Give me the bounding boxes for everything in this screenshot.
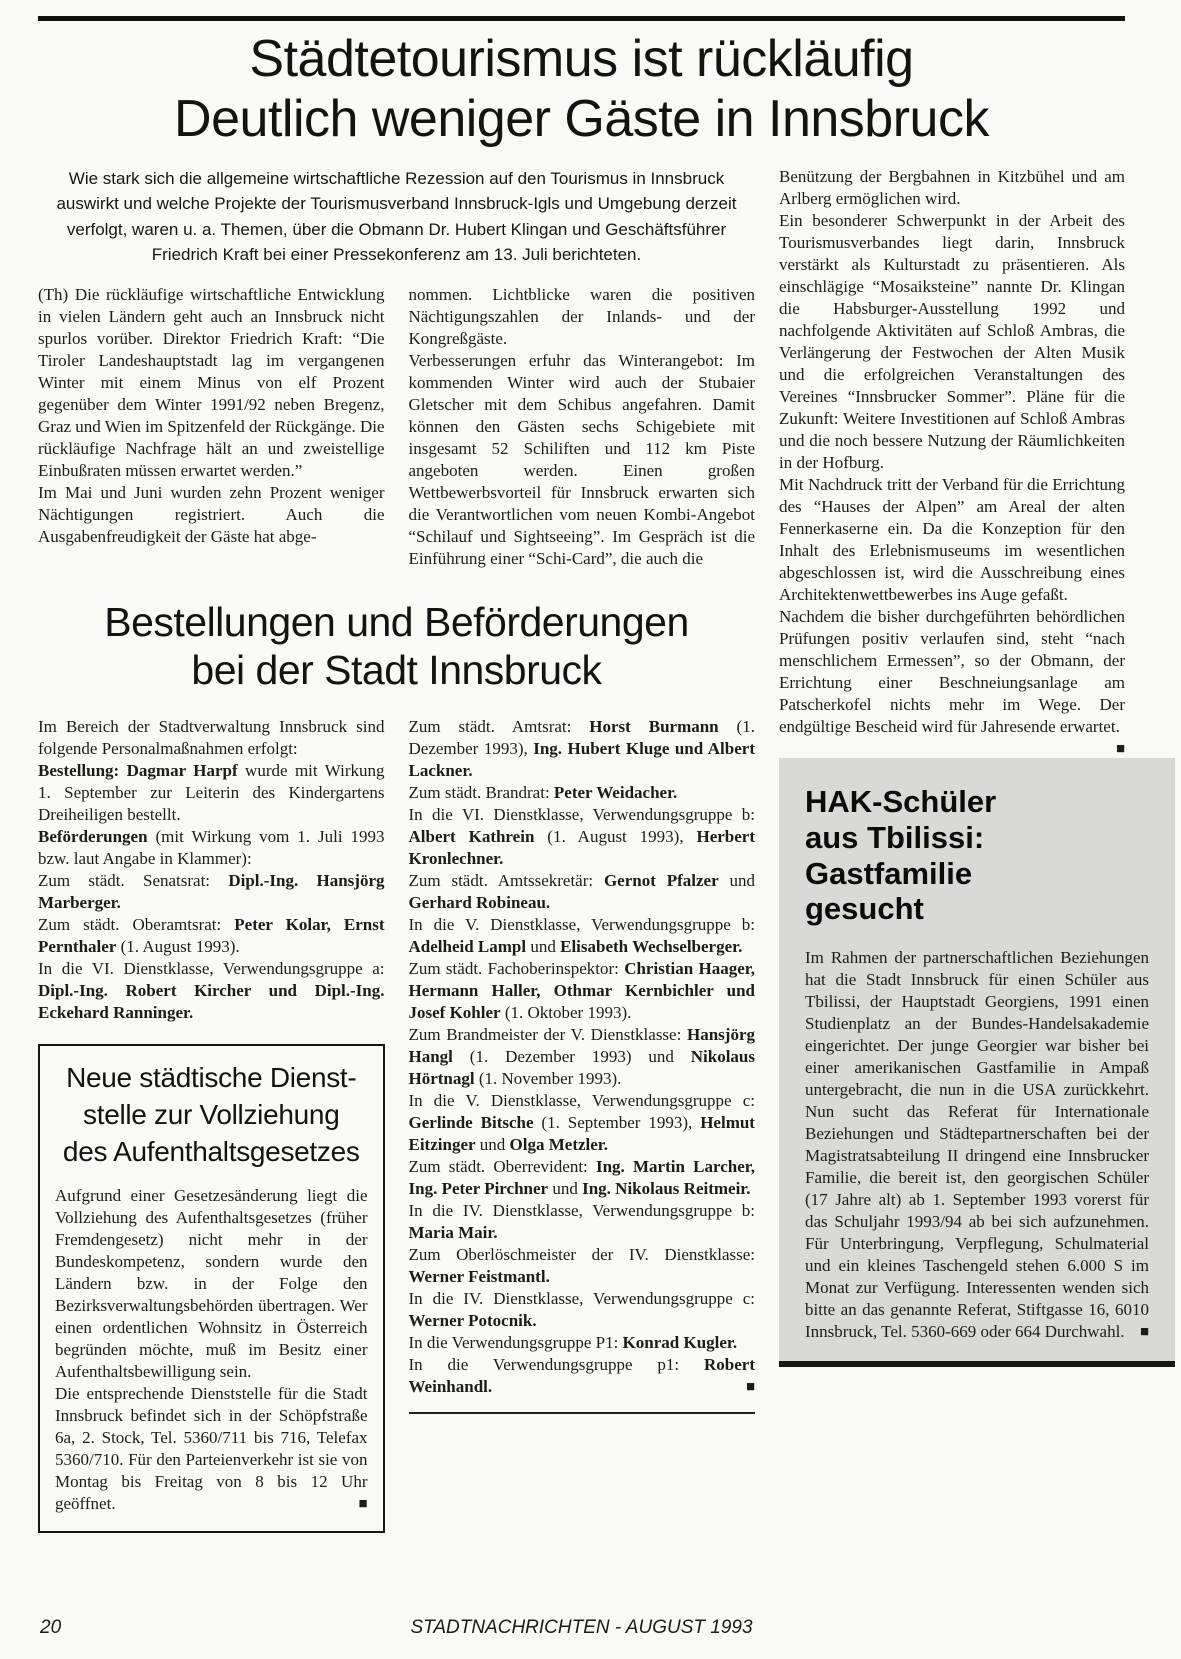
end-marker: ■ [1115,740,1125,757]
bestellungen-column-1 [38,716,385,1533]
paragraph: Verbesserungen erfuhr das Winterangebot: Im kommenden Winter wird auch der Stubaier Gletscher mit dem Schibus angefahren. Damit können den Gästen sechs Schigebiete mit insgesamt 52 Schiliften und 112 km Piste angeboten werden. Einen großen Wettbewerbsvorteil für Innsbruck erwarten sich die Verantwortlichen vom neuen Kombi-Angebot “Schilauf und Sightseeing”. Im Gespräch ist die Einführung einer “Schi-Card”, die auch die [408,350,755,568]
paragraph: Zum Brandmeister der V. Dienstklasse: Hansjörg Hangl (1. Dezember 1993) und Nikolaus Hörtnagl (1. November 1993). [408,1025,755,1089]
hak-title-line1: HAK-Schüler [805,783,997,819]
tourism-column-1 [38,284,385,570]
bestellungen-column-2 [409,716,756,1533]
left-two-columns [38,166,755,1534]
paragraph: Zum städt. Senatsrat: Dipl.-Ing. Hansjörg Marberger. [38,871,385,913]
end-marker: ■ [1139,1324,1149,1341]
paragraph [779,606,1125,757]
paragraph: Bestellung: Dagmar Harpf wurde mit Wirkung 1. September zur Leiterin des Kindergartens Dreiheiligen bestellt. [38,761,385,825]
second-headline [38,598,755,695]
hak-title-line3: Gastfamilie [805,855,973,891]
paragraph-text: Die entsprechende Dienststelle für die Stadt Innsbruck befindet sich in der Schöpfstraße 6a, 2. Stock, Tel. 5360/711 bis 716, Telefax 5360/710. Für den Parteienverkehr ist sie von Montag bis Freitag von 8 bis 12 Uhr geöffnet. [55,1384,368,1514]
main-headline-line2: Deutlich weniger Gäste in Innsbruck [174,90,989,149]
paragraph: Ein besonderer Schwerpunkt in der Arbeit des Tourismusverbandes liegt darin, Innsbruck verstärkt als Kulturstadt zu präsentieren. Als einschlägige “Mosaiksteine” nannte Dr. Klingan die Habsburger-Ausstellung 1992 und nachfolgende Aktivitäten auf Schloß Ambras, die Verlängerung der Festwochen der Alten Musik und die erfolgreichen Veranstaltungen des Vereines “Innsbrucker Sommer”. Pläne für die Zukunft: Weitere Investitionen auf Schloß Ambras und die noch bessere Nutzung der Räumlichkeiten in der Hofburg. [779,210,1125,472]
page-footer [38,1617,1125,1643]
hak-box [779,758,1175,1368]
paragraph: Zum städt. Oberrevident: Ing. Martin Larcher, Ing. Peter Pirchner und Ing. Nikolaus Reitmeir. [408,1157,755,1199]
paragraph: Zum städt. Brandrat: Peter Weidacher. [408,783,678,803]
second-headline-line1: Bestellungen und Beförderungen [104,598,689,645]
footer-title: STADTNACHRICHTEN - AUGUST 1993 [410,1617,753,1638]
paragraph: Zum städt. Amtssekretär: Gernot Pfalzer und Gerhard Robineau. [408,871,756,913]
paragraph: nommen. Lichtblicke waren die positiven Nächtigungszahlen der Inlands- und der Kongreßgäste. [408,284,755,348]
article-lead: Wie stark sich die allgemeine wirtschaftliche Rezession auf den Tourismus in Innsbruck auswirkt und welche Projekte der Tourismusverband Innsbruck-Igls und Umgebung derzeit verfolgt, waren u. a. Themen, über die Obmann Dr. Hubert Klingan und Geschäftsführer Friedrich Kraft bei einer Pressekonferenz am 13. Juli berichteten. [56,168,737,265]
paragraph: Beförderungen (mit Wirkung vom 1. Juli 1993 bzw. laut Angabe in Klammer): [38,827,385,869]
page-columns [38,166,1149,1534]
tourism-column-2 [409,284,756,570]
paragraph [55,1383,368,1515]
paragraph-text: In die Verwendungsgruppe p1: Robert Weinhandl. [408,1355,755,1397]
paragraph: Mit Nachdruck tritt der Verband für die Errichtung des “Hauses der Alpen” am Areal der alten Fennerkaserne ein. Da die Konzeption für den Inhalt des Erlebnismuseums im wesentlichen abgeschlossen ist, wird die Ausschreibung eines Architektenwettbewerbes ins Auge gefaßt. [779,474,1125,604]
hak-title-line2: aus Tbilissi: [805,819,985,855]
paragraph: Benützung der Bergbahnen in Kitzbühel und am Arlberg ermöglichen wird. [779,166,1125,208]
paragraph: Aufgrund einer Gesetzesänderung liegt die Vollziehung des Aufenthaltsgesetzes (früher Fremdengesetz) nicht mehr in der Bundeskompetenz, sondern wurde den Ländern bzw. in der Folge den Bezirksverwaltungsbehörden übertragen. Wer einen ordentlichen Wohnsitz in Österreich begründen möchte, muß im Besitz einer Aufenthaltsbewilligung sein. [55,1186,368,1382]
hak-box-title [805,784,1149,928]
paragraph: (Th) Die rückläufige wirtschaftliche Entwicklung in vielen Ländern geht auch an Innsbruck nicht spurlos vorüber. Direktor Friedrich Kraft: “Die Tiroler Landeshauptstadt lag im vergangenen Winter mit einem Minus von elf Prozent gegenüber dem Winter 1991/92 neben Bregenz, Graz und Wien im Spitzenfeld der Rückgänge. Die rückläufige Nachfrage hält an und zweistellige Einbußraten müssen erwartet werden.” [38,284,385,480]
dienststelle-box [38,1044,385,1533]
dienststelle-title-line1: Neue städtische Dienst- [66,1062,357,1094]
paragraph: In die Verwendungsgruppe P1: Konrad Kugler. [408,1333,738,1353]
paragraph: Zum städt. Fachoberinspektor: Christian Haager, Hermann Haller, Othmar Kernbichler und Josef Kohler (1. Oktober 1993). [408,959,755,1023]
page-number: 20 [40,1617,62,1638]
end-marker: ■ [358,1496,368,1513]
main-headline [38,29,1125,150]
dienststelle-title-line3: des Aufenthaltsgesetzes [62,1136,360,1168]
paragraph: In die V. Dienstklasse, Verwendungsgruppe c: Gerlinde Bitsche (1. September 1993), Helmut Eitzinger und Olga Metzler. [408,1091,755,1155]
paragraph: Zum städt. Oberamtsrat: Peter Kolar, Ernst Pernthaler (1. August 1993). [38,915,385,957]
paragraph: In die VI. Dienstklasse, Verwendungsgruppe a: Dipl.-Ing. Robert Kircher und Dipl.-Ing. Eckehard Ranninger. [38,959,385,1023]
paragraph: Zum städt. Amtsrat: Horst Burmann (1. Dezember 1993), Ing. Hubert Kluge und Albert Lackner. [408,717,755,781]
top-rule [38,16,1125,21]
paragraph: Im Bereich der Stadtverwaltung Innsbruck sind folgende Personalmaßnahmen erfolgt: [38,717,385,759]
main-headline-line1: Städtetourismus ist rückläufig [249,30,914,88]
paragraph: In die IV. Dienstklasse, Verwendungsgruppe b: Maria Mair. [408,1201,755,1243]
tourism-article-body [38,284,755,570]
column-bottom-rule [409,1412,756,1414]
end-marker: ■ [745,1379,755,1396]
hak-title-line4: gesucht [805,891,924,927]
paragraph [805,947,1149,1343]
second-headline-line2: bei der Stadt Innsbruck [191,647,602,693]
bestellungen-article-body [38,716,755,1533]
paragraph-text: Im Rahmen der partnerschaftlichen Beziehungen hat die Stadt Innsbruck für einen Schüler aus Tbilissi, der Hauptstadt Georgiens, 1991 einen Studienplatz an der Bundes-Handelsakademie eingerichtet. Der junge Georgier war bisher bei einer amerikanischen Gastfamilie in Ampaß untergebracht, die nun in die USA zurückkehrt. Nun sucht das Referat für Internationale Beziehungen und Städtepartnerschaften bei der Magistratsabteilung II dringend eine Innsbrucker Familie, die bereit ist, den georgischen Schüler (17 Jahre alt) ab 1. September 1993 vorerst für das Schuljahr 1993/94 ab bei sich aufzunehmen. Für Unterbringung, Verpflegung, Schulmaterial und ein kleines Taschengeld stehen 6.000 S im Monat zur Verfügung. Interessenten wenden sich bitte an das genannte Referat, Stiftgasse 16, 6010 Innsbruck, Tel. 5360-669 oder 664 Durchwahl. [805,948,1149,1342]
paragraph: Zum Oberlöschmeister der IV. Dienstklasse: Werner Feistmantl. [408,1245,755,1287]
paragraph [409,1354,756,1398]
right-column [779,166,1149,1534]
paragraph-text: Nachdem die bisher durchgeführten behördlichen Prüfungen positiv verlaufen sind, steht “nach menschlichem Ermessen”, so der Obmann, der Errichtung einer Beschneiungsanlage am Patscherkofel nichts mehr im Wege. Der endgültige Bescheid wird für Jahresende erwartet. [779,606,1125,736]
paragraph: In die V. Dienstklasse, Verwendungsgruppe b: Adelheid Lampl und Elisabeth Wechselberger. [408,915,755,957]
dienststelle-box-title [55,1060,368,1171]
paragraph: In die IV. Dienstklasse, Verwendungsgruppe c: Werner Potocnik. [408,1289,755,1331]
dienststelle-title-line2: stelle zur Vollziehung [83,1099,340,1131]
paragraph: In die VI. Dienstklasse, Verwendungsgruppe b: Albert Kathrein (1. August 1993), Herbert Kronlechner. [408,805,755,869]
paragraph: Im Mai und Juni wurden zehn Prozent weniger Nächtigungen registriert. Auch die Ausgabenfreudigkeit der Gäste hat abge- [38,482,385,546]
